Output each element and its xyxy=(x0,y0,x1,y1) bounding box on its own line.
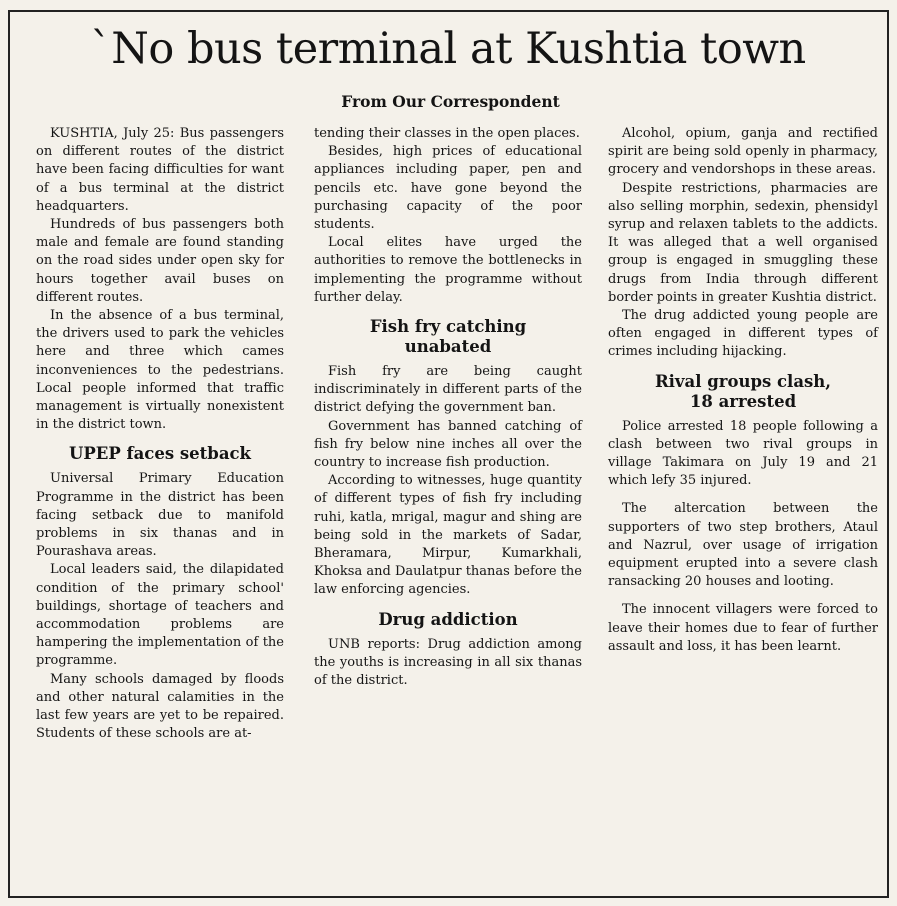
column-1 xyxy=(36,125,284,744)
paragraph: UNB reports: Drug addiction among the youths is increasing in all six thanas of the district. xyxy=(314,636,582,689)
byline: From Our Correspondent xyxy=(341,92,560,111)
subheading-fish-fry: Fish fry catching unabated xyxy=(369,317,527,357)
subheading-rival-groups: Rival groups clash, 18 arrested xyxy=(654,371,832,411)
paragraph: Hundreds of bus passengers both male and female are found standing on the road sides under open sky for hours together avail buses on different routes. xyxy=(36,217,284,305)
column-3 xyxy=(608,125,878,656)
paragraph: Many schools damaged by floods and other natural calamities in the last few years are yet to be repaired. Students of these schools are at- xyxy=(36,671,284,742)
paragraph: In the absence of a bus terminal, the drivers used to park the vehicles here and three which cames inconveniences to the pedestrians. Local people informed that traffic management is virtually nonexistent in the district town. xyxy=(36,308,284,433)
left-border xyxy=(8,10,10,896)
spacer xyxy=(608,591,878,601)
paragraph: Police arrested 18 people following a clash between two rival groups in village Takimara on July 19 and 21 which lefy 35 injured. xyxy=(608,418,878,489)
paragraph: The innocent villagers were forced to leave their homes due to fear of further assault and loss, it has been learnt. xyxy=(608,602,878,654)
paragraph: Universal Primary Education Programme in the district has been facing setback due to manifold problems in six thanas and in Pourashava areas. xyxy=(36,471,284,560)
paragraph: Despite restrictions, pharmacies are also selling morphin, sedexin, phensidyl syrup and relaxen tablets to the addicts. It was alleged that a well organised group is engaged in smuggling these drugs from India through different border points in greater Kushtia district. xyxy=(608,180,878,305)
paragraph: Alcohol, opium, ganja and rectified spirit are being sold openly in pharmacy, grocery and vendorshops in these areas. xyxy=(608,126,878,178)
subheading-drug-addiction: Drug addiction xyxy=(378,609,518,629)
right-border xyxy=(887,10,889,896)
top-rule xyxy=(8,10,889,12)
paragraph: The drug addicted young people are often engaged in different types of crimes including hijacking. xyxy=(608,308,878,360)
paragraph: Besides, high prices of educational appliances including paper, pen and pencils etc. have gone beyond the purchasing capacity of the poor students. xyxy=(314,144,582,233)
paragraph: Local elites have urged the authorities to remove the bottlenecks in implementing the programme without further delay. xyxy=(314,235,582,305)
spacer xyxy=(608,490,878,500)
column-2 xyxy=(314,125,582,690)
paragraph: Government has banned catching of fish fry below nine inches all over the country to increase fish production. xyxy=(314,418,582,471)
paragraph: The altercation between the supporters of two step brothers, Ataul and Nazrul, over usage of irrigation equipment erupted into a severe clash ransacking 20 houses and looting. xyxy=(608,501,878,590)
paragraph: Fish fry are being caught indiscriminately in different parts of the district defying the government ban. xyxy=(314,364,582,416)
paragraph: Local leaders said, the dilapidated condition of the primary school' buildings, shortage of teachers and accommodation problems are hampering the implementation of the programme. xyxy=(36,562,284,669)
bottom-rule xyxy=(8,896,889,898)
subheading-upep: UPEP faces setback xyxy=(68,444,251,464)
paragraph: tending their classes in the open places. xyxy=(314,126,580,141)
paragraph: KUSHTIA, July 25: Bus passengers on different routes of the district have been facing difficulties for want of a bus terminal at the district headquarters. xyxy=(36,126,284,214)
paragraph: According to witnesses, huge quantity of different types of fish fry including ruhi, katla, mrigal, magur and shing are being sold in the markets of Sadar, Bheramara, Mirpur, Kumarkhali, Khoksa and Daulatpur thanas before the law enforcing agencies. xyxy=(314,473,582,598)
headline: `No bus terminal at Kushtia town xyxy=(90,24,806,74)
